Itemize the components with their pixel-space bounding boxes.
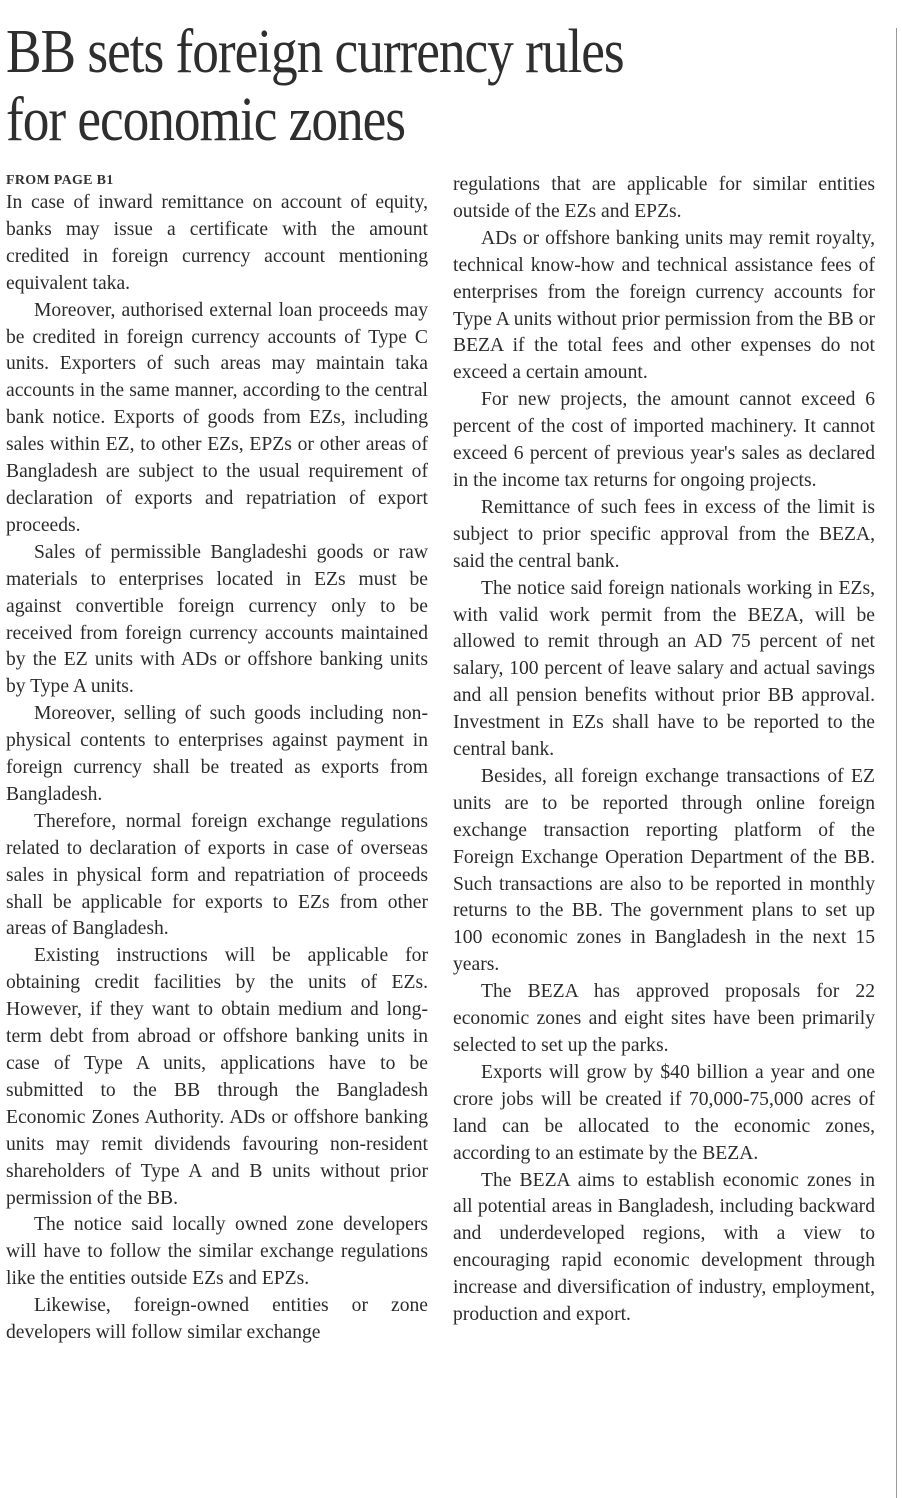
paragraph: Remittance of such fees in excess of the limit is subject to prior specific approval from the BEZA, said the central bank. [453, 496, 875, 572]
paragraph: ADs or offshore banking units may remit royalty, technical know-how and technical assistance fees of enterprises from the foreign currency accounts for Type A units without prior permission from the BB or BEZA if the total fees and other expenses do not exceed a certain amount. [453, 227, 875, 384]
paragraph: For new projects, the amount cannot exceed 6 percent of the cost of imported machinery. It cannot exceed 6 percent of previous year's sales as declared in the income tax returns for ongoing projects. [453, 389, 875, 491]
paragraph: regulations that are applicable for similar entities outside of the EZs and EPZs. [453, 174, 875, 222]
paragraph: Sales of permissible Bangladeshi goods or raw materials to enterprises located in EZs must be against convertible foreign currency only to be received from foreign currency accounts maintained by the EZ units with ADs or offshore banking units by Type A units. [6, 541, 428, 698]
paragraph: Likewise, foreign-owned entities or zone developers will follow similar exchange [6, 1295, 428, 1344]
paragraph: Existing instructions will be applicable for obtaining credit facilities by the units of EZs. However, if they want to obtain medium and long-term debt from abroad or offshore banking units in case of Type A units, applications have to be submitted to the BB through the Bangladesh Economic Zones Authority. ADs or offshore banking units may remit dividends favouring non-resident shareholders of Type A and B units without prior permission of the BB. [6, 945, 428, 1209]
column-rule [896, 28, 897, 1498]
paragraph: Exports will grow by $40 billion a year and one crore jobs will be created if 70,000-75,000 acres of land can be allocated to the economic zones, according to an estimate by the BEZA. [453, 1061, 875, 1164]
paragraph: The notice said foreign nationals working in EZs, with valid work permit from the BEZA, will be allowed to remit through an AD 75 percent of net salary, 100 percent of leave salary and actual savings and all pension benefits without prior BB approval. Investment in EZs shall have to be reported to the central bank. [453, 577, 875, 761]
paragraph: The BEZA aims to establish economic zones in all potential areas in Bangladesh, including backward and underdeveloped regions, with a view to encouraging rapid economic development through increase and diversification of industry, employment, production and export. [453, 1169, 875, 1326]
headline-line-1: BB sets foreign currency rules [6, 18, 624, 86]
article-column-right [453, 172, 875, 1329]
paragraph: Therefore, normal foreign exchange regulations related to declaration of exports in case of overseas sales in physical form and repatriation of proceeds shall be applicable for exports to EZs from other areas of Bangladesh. [6, 810, 428, 940]
headline [6, 18, 883, 154]
continuation-kicker: FROM PAGE B1 [6, 173, 114, 188]
paragraph: Moreover, authorised external loan proceeds may be credited in foreign currency accounts of Type C units. Exporters of such areas may maintain taka accounts in the same manner, according to the central bank notice. Exports of goods from EZs, including sales within EZ, to other EZs, EPZs or other areas of Bangladesh are subject to the usual requirement of declaration of exports and repatriation of export proceeds. [6, 299, 428, 536]
article-column-left [6, 172, 428, 1347]
headline-line-2: for economic zones [6, 86, 405, 154]
paragraph: The notice said locally owned zone developers will have to follow the similar exchange regulations like the entities outside EZs and EPZs. [6, 1214, 428, 1290]
paragraph: The BEZA has approved proposals for 22 economic zones and eight sites have been primarily selected to set up the parks. [453, 981, 875, 1056]
paragraph: Besides, all foreign exchange transactions of EZ units are to be reported through online foreign exchange transaction reporting platform of the Foreign Exchange Operation Department of the BB. Such transactions are also to be reported in monthly returns to the BB. The government plans to set up 100 economic zones in Bangladesh in the next 15 years. [453, 765, 875, 976]
paragraph: Moreover, selling of such goods including non-physical contents to enterprises against payment in foreign currency shall be treated as exports from Bangladesh. [6, 703, 428, 805]
paragraph: In case of inward remittance on account of equity, banks may issue a certificate with the amount credited in foreign currency account mentioning equivalent taka. [6, 192, 428, 294]
